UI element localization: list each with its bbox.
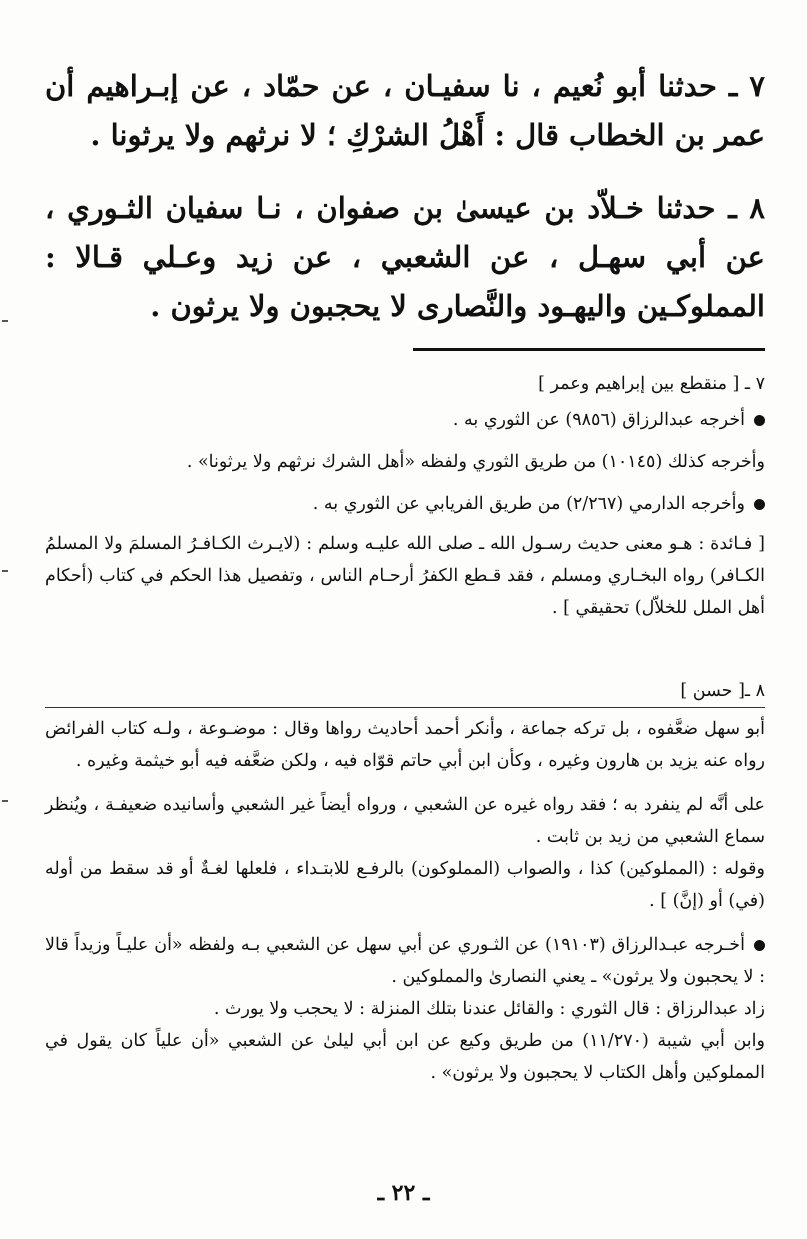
- margin-mark: [2, 800, 8, 802]
- notes-hadith-8: [45, 675, 765, 1089]
- note-8-para-4: أخـرجه عبـدالرزاق (١٩١٠٣) عن الثـوري عن أبي سهل عن الشعبي بـه ولفظه «أن عليـاً وزيداً قالا : لا يحجبون ولا يرثون» ـ يعني النصارىٰ والمملوكين .: [45, 935, 765, 987]
- note-7-line-2: وأخرجه كذلك (١٠١٤٥) من طريق الثوري ولفظه «أهل الشرك نرثهم ولا يرثونا» .: [186, 452, 765, 472]
- hadith-7-number: ٧ ـ: [728, 69, 765, 103]
- note-8-para-1: أبو سهل ضعَّفوه ، بل تركه جماعة ، وأنكر أحمد أحاديث رواها وقال : موضـوعة ، ولـه كتاب الفرائض رواه عنه يزيد بن هارون وغيره ، وكأن ابن أبي حاتم قوّاه فيه ، ولكن ضعَّفه فيه أبو خيثمة وغيره .: [45, 719, 765, 771]
- footnote-separator: [413, 348, 765, 351]
- note-8-para-6: وابن أبي شيبة (١١/٢٧٠) من طريق وكيع عن ابن أبي ليلىٰ عن الشعبي «أن علياً كان يقول في المملوكين وأهل الكتاب لا يحجبون ولا يرثون» .: [45, 1031, 765, 1083]
- note-8-para-3: وقوله : (المملوكين) كذا ، والصواب (المملوكون) بالرفـع للابتـداء ، فلعلها لغـةٌ أو قد سقط من أوله (في) أو (إنَّ) ] .: [45, 859, 765, 911]
- hadith-8: [45, 184, 765, 331]
- bullet-icon: [754, 940, 765, 951]
- bullet-icon: [754, 415, 765, 426]
- hadith-8-text: حدثنا خـلاّد بن عيسىٰ بن صفوان ، نـا سفيان الثـوري ، عن أبي سهـل ، عن الشعبي ، عن زيد وعـلي قـالا : المملوكـين واليهـود والنَّصارى لا يحجبون ولا يرثون .: [45, 191, 765, 323]
- page-number: ـ ٢٢ ـ: [377, 1180, 430, 1206]
- note-7-line-1: أخرجه عبدالرزاق (٩٨٥٦) عن الثوري به .: [45, 404, 765, 436]
- note-8-para-5: زاد عبدالرزاق : قال الثوري : والقائل عندنا بتلك المنزلة : لا يحجب ولا يورث .: [213, 999, 765, 1019]
- notes-hadith-7: [45, 368, 765, 624]
- hadith-8-number: ٨ ـ: [728, 191, 765, 225]
- note-7-line-3: وأخرجه الدارمي (٢/٢٦٧) من طريق الفريابي عن الثوري به .: [45, 488, 765, 520]
- note-8-para-2: على أنَّه لم ينفرد به ؛ فقد رواه غيره عن الشعبي ، ورواه أيضاً غير الشعبي وأسانيده ضعيفـة ، ويُنظر سماع الشعبي من زيد بن ثابت .: [45, 795, 765, 847]
- note-7-faida: [ فـائدة : هـو معنى حديث رسـول الله ـ صلى الله عليـه وسلم : (لايـرث الكـافـرُ المسلمَ ولا المسلمُ الكـافر) رواه البخـاري ومسلم ، فقد قـطع الكفرُ أرحـام الناس ، وتفصيل هذا الحكم في كتاب (أحكام أهل الملل للخلاّل) تحقيقي ] .: [45, 534, 765, 618]
- hadith-7-text: حدثنا أبو نُعيم ، نا سفيـان ، عن حمّاد ، عن إبـراهيم أن عمر بن الخطاب قال : أَهْلُ الشرْكِ ؛ لا نرثهم ولا يرثونا .: [45, 69, 765, 152]
- bullet-icon: [754, 499, 765, 510]
- margin-mark: [2, 320, 8, 322]
- hadith-7: [45, 62, 765, 160]
- note-8-heading: ٨ ـ[ حسن ]: [680, 681, 765, 701]
- margin-mark: [2, 570, 8, 572]
- note-7-heading: ٧ ـ [ منقطع بين إبراهيم وعمر ]: [538, 374, 765, 394]
